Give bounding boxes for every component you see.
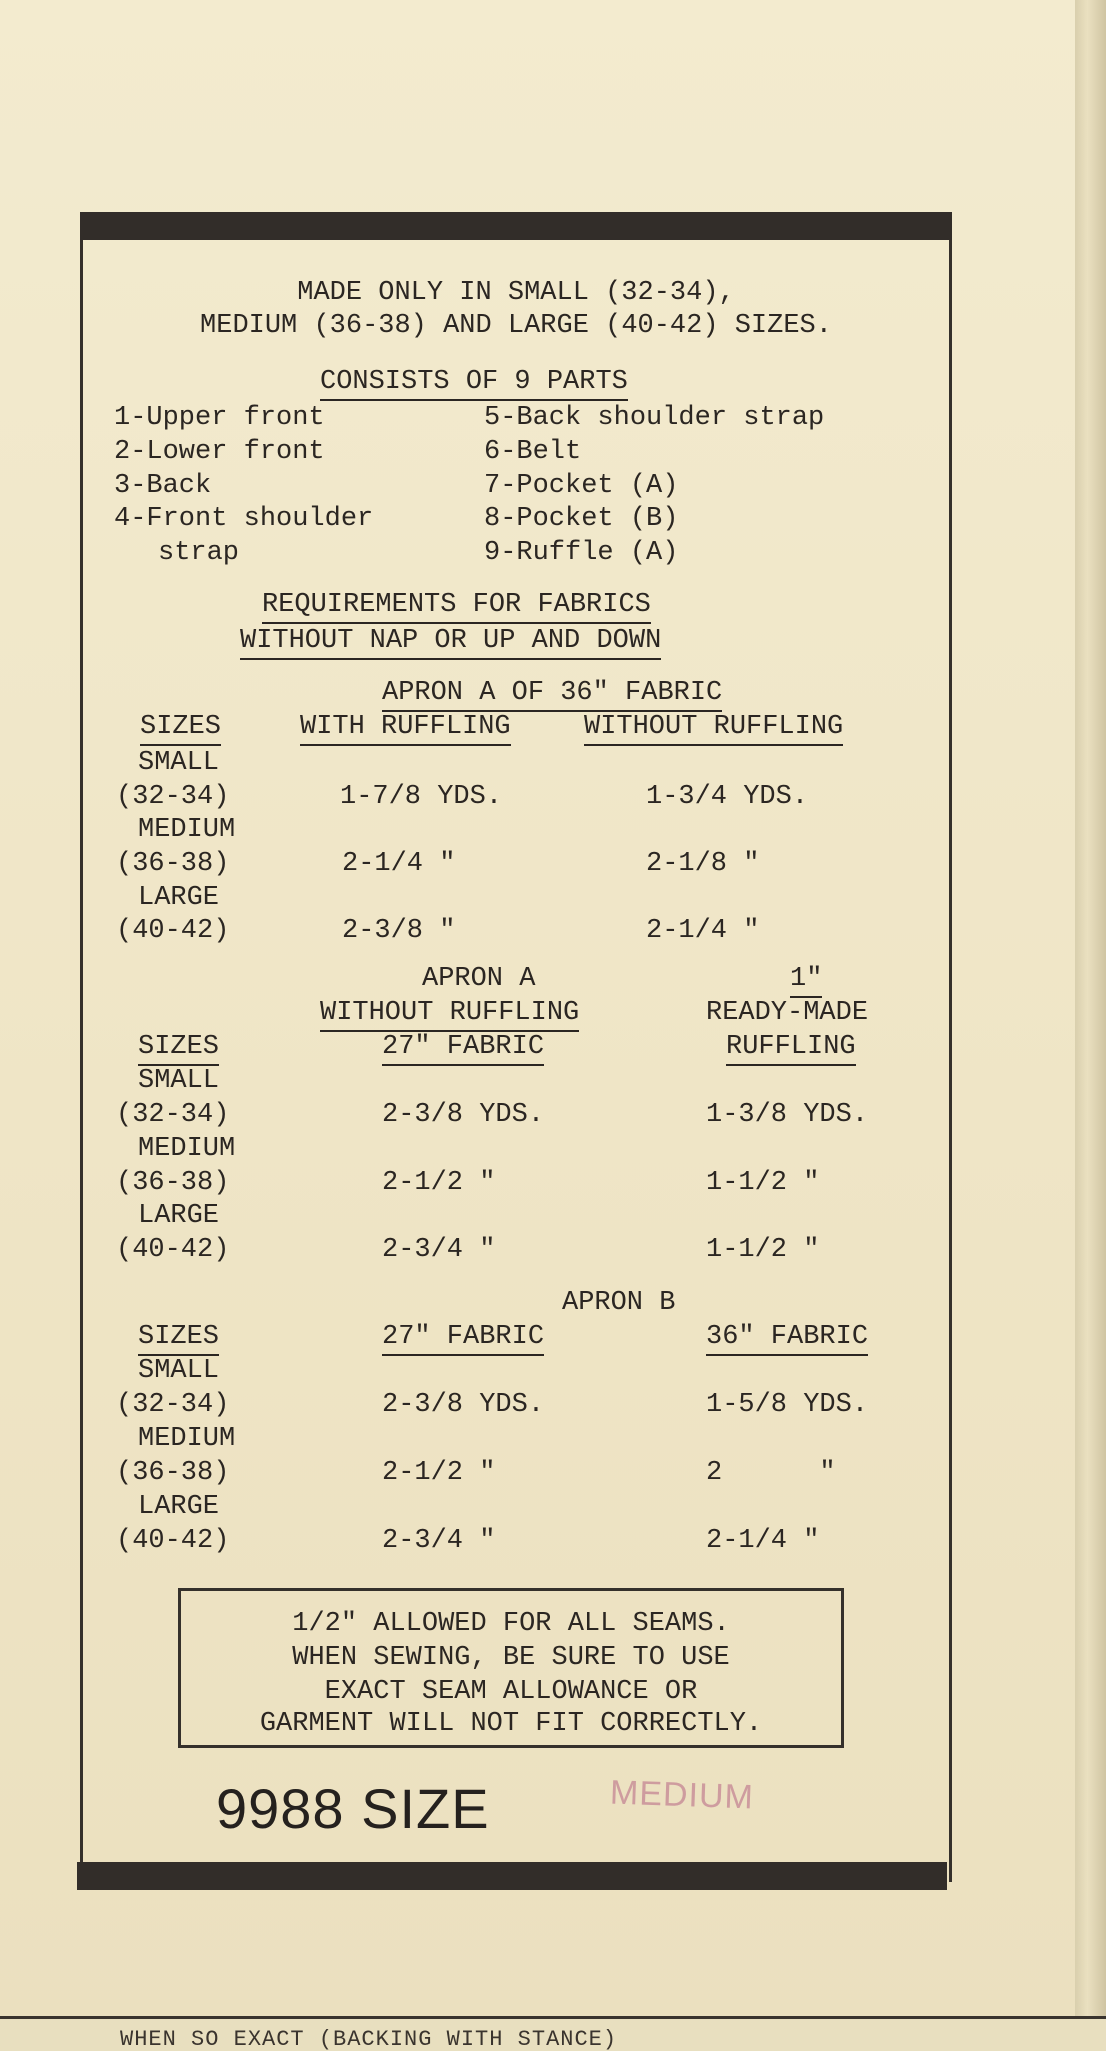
part-1: 1-Upper front <box>114 403 325 433</box>
table1-medium-without: 2-1/8 " <box>646 849 760 879</box>
table2-small-ruffling: 1-3/8 YDS. <box>706 1100 869 1130</box>
seam-note-line-3: EXACT SEAM ALLOWANCE OR <box>324 1677 698 1707</box>
table3-sizes-header: SIZES <box>138 1324 219 1351</box>
table2-large-fabric: 2-3/4 " <box>382 1235 496 1265</box>
table2-sizes-header: SIZES <box>138 1034 219 1061</box>
table2-large-ruffling: 1-1/2 " <box>706 1235 820 1265</box>
table1-sizes-header: SIZES <box>140 714 221 741</box>
table3-size-large: LARGE <box>138 1492 220 1522</box>
bottom-strip <box>0 2016 1106 2051</box>
table2-medium-fabric: 2-1/2 " <box>382 1168 496 1198</box>
table3-range-small: (32-34) <box>116 1390 230 1420</box>
seam-note-line-4: GARMENT WILL NOT FIT CORRECTLY. <box>259 1709 763 1739</box>
table2-col1-line2: WITHOUT RUFFLING <box>320 1000 579 1027</box>
seam-note-line-2: WHEN SEWING, BE SURE TO USE <box>292 1643 730 1673</box>
table1-size-small: SMALL <box>138 748 220 778</box>
part-2: 2-Lower front <box>114 437 325 467</box>
table1-range-medium: (36-38) <box>116 849 230 879</box>
part-5: 5-Back shoulder strap <box>484 403 825 433</box>
table2-size-small: SMALL <box>138 1066 220 1096</box>
table3-medium-27: 2-1/2 " <box>382 1458 496 1488</box>
table3-range-large: (40-42) <box>116 1526 230 1556</box>
table1-size-large: LARGE <box>138 883 220 913</box>
table3-small-36: 1-5/8 YDS. <box>706 1390 869 1420</box>
table2-medium-ruffling: 1-1/2 " <box>706 1168 820 1198</box>
envelope-edge <box>1075 0 1106 2048</box>
requirements-line-2: WITHOUT NAP OR UP AND DOWN <box>240 628 661 655</box>
part-6: 6-Belt <box>484 437 582 467</box>
requirements-line-1: REQUIREMENTS FOR FABRICS <box>262 592 651 619</box>
intro-line-1: MADE ONLY IN SMALL (32-34), <box>297 278 735 308</box>
table2-col2-line3: RUFFLING <box>726 1034 856 1061</box>
table3-title: APRON B <box>562 1288 676 1318</box>
seam-allowance-note <box>178 1588 844 1748</box>
table1-range-small: (32-34) <box>116 782 230 812</box>
part-3: 3-Back <box>114 471 212 501</box>
table2-range-small: (32-34) <box>116 1100 230 1130</box>
size-stamp: MEDIUM <box>609 1773 755 1817</box>
table2-col1-line1: APRON A <box>422 964 536 994</box>
table1-small-without: 1-3/4 YDS. <box>646 782 809 812</box>
table2-col2-line2: READY-MADE <box>706 998 869 1028</box>
table3-col2-header: 36" FABRIC <box>706 1324 868 1351</box>
table3-col1-header: 27" FABRIC <box>382 1324 544 1351</box>
table1-small-with: 1-7/8 YDS. <box>340 782 503 812</box>
table3-small-27: 2-3/8 YDS. <box>382 1390 545 1420</box>
table2-size-large: LARGE <box>138 1201 220 1231</box>
table3-range-medium: (36-38) <box>116 1458 230 1488</box>
table3-large-36: 2-1/4 " <box>706 1526 820 1556</box>
part-4-cont: strap <box>158 538 240 568</box>
seam-note-line-1: 1/2" ALLOWED FOR ALL SEAMS. <box>292 1609 730 1639</box>
part-9: 9-Ruffle (A) <box>484 538 679 568</box>
part-4: 4-Front shoulder <box>114 504 374 534</box>
table2-range-large: (40-42) <box>116 1235 230 1265</box>
box-bottom-bar <box>77 1862 947 1890</box>
table2-size-medium: MEDIUM <box>138 1134 236 1164</box>
table1-col1-header: WITH RUFFLING <box>300 714 511 741</box>
intro-line-2: MEDIUM (36-38) AND LARGE (40-42) SIZES. <box>200 311 832 341</box>
table2-col2-line1: 1" <box>790 966 822 993</box>
table1-col2-header: WITHOUT RUFFLING <box>584 714 843 741</box>
box-top-bar <box>80 212 952 240</box>
part-8: 8-Pocket (B) <box>484 504 679 534</box>
table3-size-medium: MEDIUM <box>138 1424 236 1454</box>
bottom-strip-text: WHEN SO EXACT (BACKING WITH STANCE) <box>120 2027 618 2051</box>
table1-medium-with: 2-1/4 " <box>342 849 456 879</box>
table1-large-with: 2-3/8 " <box>342 916 456 946</box>
table1-title: APRON A OF 36" FABRIC <box>382 680 722 707</box>
table1-range-large: (40-42) <box>116 916 230 946</box>
table3-size-small: SMALL <box>138 1356 220 1386</box>
pattern-number: 9988 SIZE <box>216 1777 490 1840</box>
part-7: 7-Pocket (A) <box>484 471 679 501</box>
table2-range-medium: (36-38) <box>116 1168 230 1198</box>
table1-large-without: 2-1/4 " <box>646 916 760 946</box>
parts-heading: CONSISTS OF 9 PARTS <box>320 369 628 396</box>
table2-small-fabric: 2-3/8 YDS. <box>382 1100 545 1130</box>
table1-size-medium: MEDIUM <box>138 815 236 845</box>
table3-medium-36: 2 " <box>706 1458 836 1488</box>
table2-col1-line3: 27" FABRIC <box>382 1034 544 1061</box>
table3-large-27: 2-3/4 " <box>382 1526 496 1556</box>
